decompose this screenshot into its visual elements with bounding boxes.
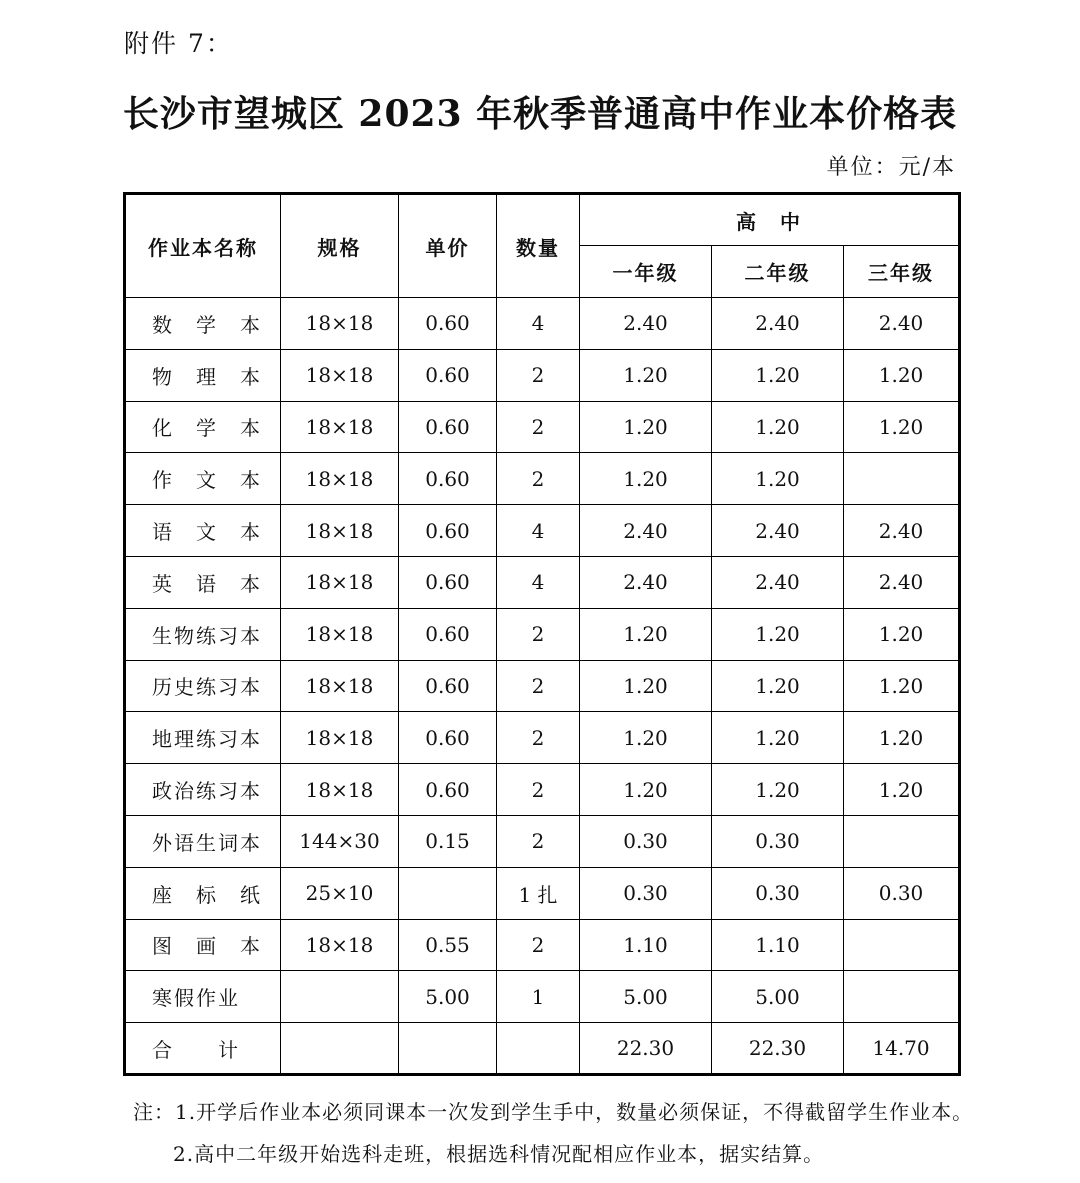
cell-spec: 18×18 (281, 298, 399, 350)
cell-qty: 2 (497, 712, 580, 764)
cell-name: 寒假作业 (125, 971, 281, 1023)
cell-name: 英 语 本 (125, 556, 281, 608)
cell-price: 0.60 (399, 349, 497, 401)
cell-qty: 2 (497, 349, 580, 401)
cell-qty: 1 扎 (497, 867, 580, 919)
cell-price (399, 867, 497, 919)
cell-qty: 2 (497, 401, 580, 453)
table-row (125, 1023, 960, 1075)
table-row (125, 815, 960, 867)
cell-g3: 1.20 (844, 712, 960, 764)
cell-qty: 4 (497, 556, 580, 608)
cell-g2: 1.20 (712, 608, 844, 660)
cell-g3: 14.70 (844, 1023, 960, 1075)
cell-g2: 1.20 (712, 660, 844, 712)
cell-name: 历史练习本 (125, 660, 281, 712)
cell-g3: 0.30 (844, 867, 960, 919)
header-grade1: 一年级 (580, 246, 712, 298)
cell-g2: 0.30 (712, 867, 844, 919)
cell-spec: 18×18 (281, 919, 399, 971)
cell-g3: 1.20 (844, 660, 960, 712)
table-body (125, 298, 960, 1075)
attachment-label: 附件 7： (124, 29, 233, 58)
cell-price: 0.60 (399, 298, 497, 350)
table-row (125, 556, 960, 608)
cell-name: 座 标 纸 (125, 867, 281, 919)
cell-qty: 1 (497, 971, 580, 1023)
note-2: 2.高中二年级开始选科走班，根据选科情况配相应作业本，据实结算。 (173, 1142, 825, 1166)
header-grade3: 三年级 (844, 246, 960, 298)
cell-price: 0.15 (399, 815, 497, 867)
table-row (125, 505, 960, 557)
cell-g1: 1.20 (580, 608, 712, 660)
page-title: 长沙市望城区 2023 年秋季普通高中作业本价格表 (122, 93, 958, 135)
cell-name: 外语生词本 (125, 815, 281, 867)
cell-g1: 5.00 (580, 971, 712, 1023)
cell-price: 0.60 (399, 556, 497, 608)
cell-spec: 18×18 (281, 556, 399, 608)
table-row (125, 971, 960, 1023)
table-row (125, 453, 960, 505)
cell-g2: 5.00 (712, 971, 844, 1023)
cell-g1: 1.20 (580, 453, 712, 505)
cell-g3: 2.40 (844, 298, 960, 350)
cell-g1: 2.40 (580, 505, 712, 557)
header-spec: 规格 (281, 194, 399, 298)
cell-g1: 22.30 (580, 1023, 712, 1075)
cell-g1: 1.20 (580, 764, 712, 816)
cell-price: 0.60 (399, 712, 497, 764)
cell-g3 (844, 971, 960, 1023)
header-qty: 数量 (497, 194, 580, 298)
cell-name: 物 理 本 (125, 349, 281, 401)
header-high-school: 高 中 (580, 194, 960, 246)
cell-g1: 1.20 (580, 349, 712, 401)
cell-spec: 18×18 (281, 453, 399, 505)
table-row (125, 298, 960, 350)
cell-g3: 1.20 (844, 764, 960, 816)
table-row (125, 919, 960, 971)
cell-name: 地理练习本 (125, 712, 281, 764)
cell-name: 图 画 本 (125, 919, 281, 971)
cell-spec: 25×10 (281, 867, 399, 919)
cell-g2: 0.30 (712, 815, 844, 867)
cell-qty: 2 (497, 608, 580, 660)
cell-g2: 2.40 (712, 505, 844, 557)
cell-g3: 2.40 (844, 556, 960, 608)
cell-name: 合 计 (125, 1023, 281, 1075)
cell-spec (281, 971, 399, 1023)
cell-g3 (844, 919, 960, 971)
cell-spec: 18×18 (281, 712, 399, 764)
cell-spec: 18×18 (281, 660, 399, 712)
cell-g1: 2.40 (580, 556, 712, 608)
unit-label: 单位：元/本 (826, 155, 956, 180)
cell-spec: 18×18 (281, 349, 399, 401)
cell-g1: 1.20 (580, 401, 712, 453)
cell-g2: 1.20 (712, 349, 844, 401)
cell-spec: 18×18 (281, 401, 399, 453)
cell-qty: 4 (497, 505, 580, 557)
table-row (125, 764, 960, 816)
cell-name: 作 文 本 (125, 453, 281, 505)
cell-g3: 1.20 (844, 401, 960, 453)
cell-name: 政治练习本 (125, 764, 281, 816)
cell-price: 0.55 (399, 919, 497, 971)
table-row (125, 660, 960, 712)
cell-qty (497, 1023, 580, 1075)
cell-spec: 18×18 (281, 505, 399, 557)
table-row (125, 401, 960, 453)
cell-g2: 1.10 (712, 919, 844, 971)
cell-spec (281, 1023, 399, 1075)
note-1: 注：1.开学后作业本必须同课本一次发到学生手中，数量必须保证，不得截留学生作业本。 (133, 1100, 974, 1124)
cell-price: 0.60 (399, 401, 497, 453)
cell-g2: 2.40 (712, 556, 844, 608)
cell-g3: 1.20 (844, 349, 960, 401)
cell-g2: 1.20 (712, 764, 844, 816)
cell-g2: 22.30 (712, 1023, 844, 1075)
cell-qty: 2 (497, 660, 580, 712)
cell-spec: 18×18 (281, 608, 399, 660)
cell-qty: 4 (497, 298, 580, 350)
cell-spec: 144×30 (281, 815, 399, 867)
cell-name: 语 文 本 (125, 505, 281, 557)
cell-price: 0.60 (399, 453, 497, 505)
price-table (123, 192, 961, 1076)
cell-qty: 2 (497, 453, 580, 505)
cell-price: 0.60 (399, 608, 497, 660)
header-name: 作业本名称 (125, 194, 281, 298)
cell-spec: 18×18 (281, 764, 399, 816)
cell-price (399, 1023, 497, 1075)
cell-g1: 2.40 (580, 298, 712, 350)
header-grade2: 二年级 (712, 246, 844, 298)
cell-qty: 2 (497, 764, 580, 816)
cell-g2: 1.20 (712, 401, 844, 453)
cell-g1: 0.30 (580, 815, 712, 867)
cell-g2: 1.20 (712, 453, 844, 505)
cell-g1: 1.20 (580, 660, 712, 712)
cell-price: 0.60 (399, 505, 497, 557)
table-row (125, 712, 960, 764)
cell-price: 0.60 (399, 764, 497, 816)
cell-g2: 1.20 (712, 712, 844, 764)
cell-g1: 0.30 (580, 867, 712, 919)
cell-name: 生物练习本 (125, 608, 281, 660)
cell-name: 化 学 本 (125, 401, 281, 453)
cell-qty: 2 (497, 815, 580, 867)
table-row (125, 867, 960, 919)
header-price: 单价 (399, 194, 497, 298)
cell-price: 5.00 (399, 971, 497, 1023)
cell-g1: 1.10 (580, 919, 712, 971)
cell-g3: 1.20 (844, 608, 960, 660)
cell-g1: 1.20 (580, 712, 712, 764)
cell-g3 (844, 453, 960, 505)
cell-name: 数 学 本 (125, 298, 281, 350)
cell-g3 (844, 815, 960, 867)
cell-g3: 2.40 (844, 505, 960, 557)
table-row (125, 608, 960, 660)
table-row (125, 349, 960, 401)
cell-qty: 2 (497, 919, 580, 971)
cell-g2: 2.40 (712, 298, 844, 350)
cell-price: 0.60 (399, 660, 497, 712)
